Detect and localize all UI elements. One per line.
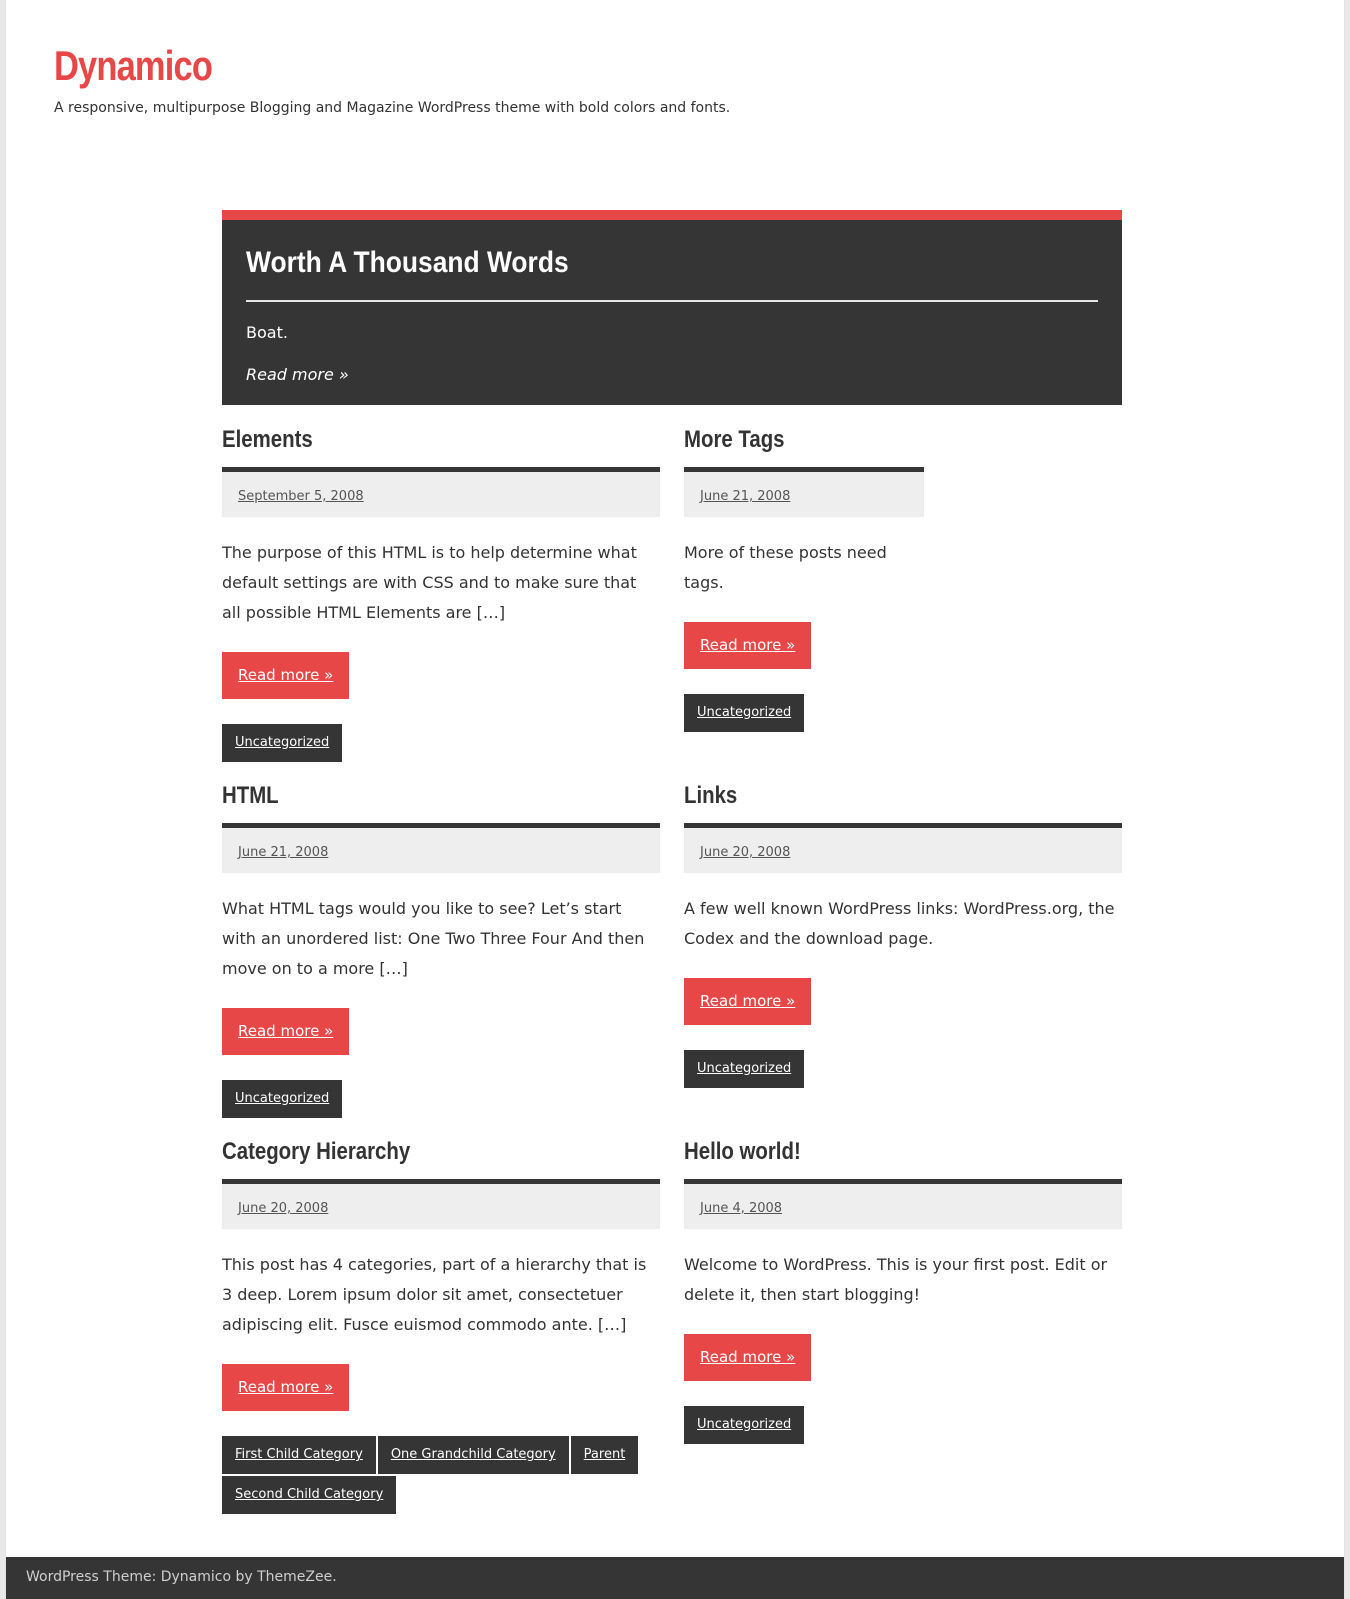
post-date-link[interactable]: June 21, 2008: [700, 489, 791, 504]
read-more-button[interactable]: Read more »: [684, 978, 811, 1025]
footer-credit: WordPress Theme: Dynamico by ThemeZee.: [26, 1569, 337, 1585]
read-more-button[interactable]: Read more »: [222, 1008, 349, 1055]
post-meta: [684, 1179, 1122, 1229]
post-card: [684, 781, 1122, 1088]
site-footer: [6, 1557, 1345, 1599]
post-date-link[interactable]: June 20, 2008: [238, 1201, 329, 1216]
post-excerpt: This post has 4 categories, part of a hierarchy that is 3 deep. Lorem ipsum dolor sit amet, consectetuer adipiscing elit. Fusce euismod commodo ante. […]: [222, 1255, 647, 1334]
category-tag[interactable]: First Child Category: [222, 1436, 376, 1474]
featured-read-more-link[interactable]: Read more »: [246, 365, 349, 384]
category-tag[interactable]: Uncategorized: [684, 1050, 804, 1088]
post-card: [222, 425, 660, 762]
featured-post-excerpt: Boat.: [246, 323, 288, 342]
category-tag[interactable]: Uncategorized: [222, 1080, 342, 1118]
post-meta: [684, 467, 924, 517]
post-date-link[interactable]: September 5, 2008: [238, 489, 364, 504]
post-card: [684, 425, 924, 732]
post-categories: [222, 724, 660, 762]
post-excerpt: Welcome to WordPress. This is your first post. Edit or delete it, then start blogging!: [684, 1255, 1108, 1304]
category-tag[interactable]: Second Child Category: [222, 1476, 396, 1514]
post-meta: [222, 467, 660, 517]
site-description: A responsive, multipurpose Blogging and Magazine WordPress theme with bold colors and fonts.: [54, 100, 731, 116]
post-card: [684, 1137, 1122, 1444]
post-excerpt: The purpose of this HTML is to help determine what default settings are with CSS and to make sure that all possible HTML Elements are […]: [222, 543, 637, 622]
category-tag[interactable]: Parent: [571, 1436, 639, 1474]
post-card: [222, 1137, 660, 1514]
post-title[interactable]: Links: [684, 782, 738, 809]
post-title[interactable]: Category Hierarchy: [222, 1138, 411, 1165]
read-more-button[interactable]: Read more »: [222, 1364, 349, 1411]
read-more-button[interactable]: Read more »: [684, 622, 811, 669]
post-meta: [684, 823, 1122, 873]
post-title[interactable]: Hello world!: [684, 1138, 801, 1165]
featured-divider: [246, 300, 1098, 302]
post-categories: [684, 694, 924, 732]
post-meta: [222, 823, 660, 873]
read-more-button[interactable]: Read more »: [684, 1334, 811, 1381]
post-categories: [684, 1406, 1122, 1444]
post-categories: [222, 1436, 660, 1514]
post-title[interactable]: Elements: [222, 426, 313, 453]
post-categories: [684, 1050, 1122, 1088]
featured-post: [222, 210, 1122, 405]
category-tag[interactable]: One Grandchild Category: [378, 1436, 569, 1474]
site-title[interactable]: Dynamico: [54, 42, 213, 89]
post-date-link[interactable]: June 21, 2008: [238, 845, 329, 860]
post-title[interactable]: More Tags: [684, 426, 785, 453]
post-card: [222, 781, 660, 1118]
page: [5, 0, 1345, 1599]
post-excerpt: What HTML tags would you like to see? Let’s start with an unordered list: One Two Three Four And then move on to a more […]: [222, 899, 645, 978]
category-tag[interactable]: Uncategorized: [222, 724, 342, 762]
post-date-link[interactable]: June 20, 2008: [700, 845, 791, 860]
featured-post-title[interactable]: Worth A Thousand Words: [246, 246, 569, 279]
category-tag[interactable]: Uncategorized: [684, 1406, 804, 1444]
post-date-link[interactable]: June 4, 2008: [700, 1201, 783, 1216]
post-excerpt: A few well known WordPress links: WordPress.org, the Codex and the download page.: [684, 899, 1115, 948]
read-more-button[interactable]: Read more »: [222, 652, 349, 699]
category-tag[interactable]: Uncategorized: [684, 694, 804, 732]
post-categories: [222, 1080, 660, 1118]
post-excerpt: More of these posts need tags.: [684, 543, 887, 592]
post-meta: [222, 1179, 660, 1229]
post-title[interactable]: HTML: [222, 782, 279, 809]
